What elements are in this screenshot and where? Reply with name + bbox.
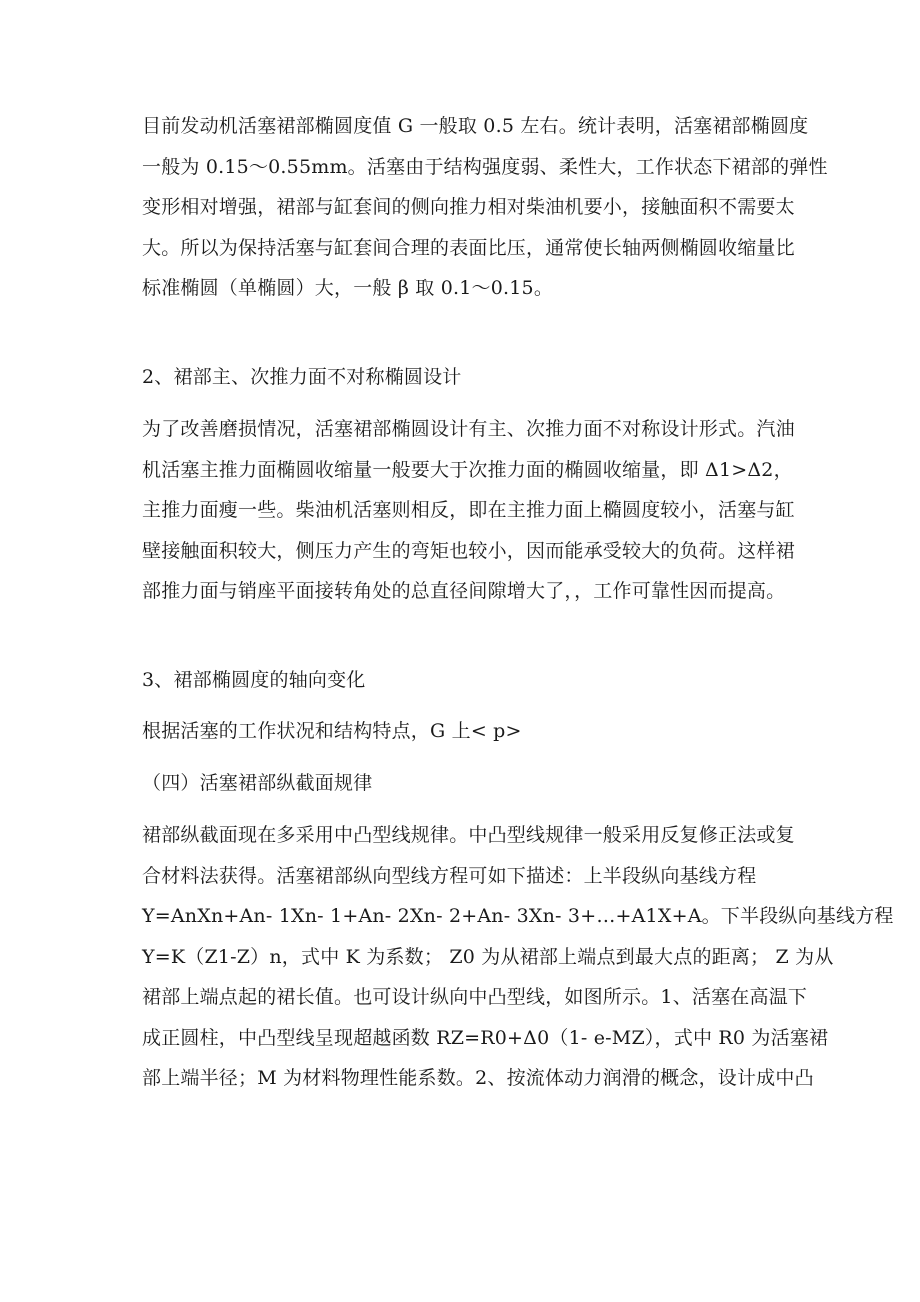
text-line: 大。所以为保持活塞与缸套间合理的表面比压，通常使长轴两侧椭圆收缩量比 [142,236,795,259]
text-line: 部推力面与销座平面接转角处的总直径间隙增大了，，工作可靠性因而提高。 [142,580,786,602]
text-line: 成正圆柱，中凸型线呈现超越函数 RZ=R0+Δ0（1- e-MZ），式中 R0 为活塞裙 [142,1026,829,1049]
text-line: 变形相对增强，裙部与缸套间的侧向推力相对柴油机要小，接触面积不需要太 [142,196,795,218]
text-line: 壁接触面积较大，侧压力产生的弯矩也较小，因而能承受较大的负荷。这样裙 [142,539,795,562]
text-line: 目前发动机活塞裙部椭圆度值 G 一般取 0.5 左右。统计表明，活塞裙部椭圆度 [142,115,809,137]
heading-text: 2、裙部主、次推力面不对称椭圆设计 [142,366,462,388]
section-heading-axial [142,660,792,701]
text-line: 部上端半径；M 为材料物理性能系数。2、按流体动力润滑的概念，设计成中凸 [142,1067,814,1089]
text-line: 一般为 0.15～0.55mm。活塞由于结构强度弱、柔性大，工作状态下裙部的弹性 [142,155,828,178]
text-line: Y=AnXn+An- 1Xn- 1+An- 2Xn- 2+An- 3Xn- 3+…+A1X+A。下半段纵向基线方程 [142,905,894,927]
text-line: 根据活塞的工作状况和结构特点，G 上< p> [142,720,522,742]
text-line: Y=K（Z1-Z）n，式中 K 为系数； Z0 为从裙部上端点到最大点的距离； Z 为从 [142,945,834,968]
paragraph-asymmetric [142,409,795,612]
text-line: 裙部上端点起的裙长值。也可设计纵向中凸型线，如图所示。1、活塞在高温下 [142,986,808,1008]
text-line: 机活塞主推力面椭圆收缩量一般要大于次推力面的椭圆收缩量，即 Δ1>Δ2， [142,458,793,481]
text-line: 裙部纵截面现在多采用中凸型线规律。中凸型线规律一般采用反复修正法或复 [142,824,795,846]
text-line: 为了改善磨损情况，活塞裙部椭圆设计有主、次推力面不对称设计形式。汽油 [142,418,795,440]
section-heading-asymmetric [142,357,792,398]
text-line: 主推力面瘦一些。柴油机活塞则相反，即在主推力面上橢圆度较小，活塞与缸 [142,499,795,521]
section-heading-longitudinal [142,763,792,804]
heading-text: （四）活塞裙部纵截面规律 [142,772,373,794]
heading-text: 3、裙部椭圆度的轴向变化 [142,669,366,691]
text-line: 标准椭圆（单椭圆）大，一般 β 取 0.1～0.15。 [142,277,554,299]
paragraph-ellipse-values [142,106,828,309]
paragraph-longitudinal [142,815,894,1099]
paragraph-axial [142,711,792,752]
text-line: 合材料法获得。活塞裙部纵向型线方程可如下描述：上半段纵向基线方程 [142,864,757,887]
